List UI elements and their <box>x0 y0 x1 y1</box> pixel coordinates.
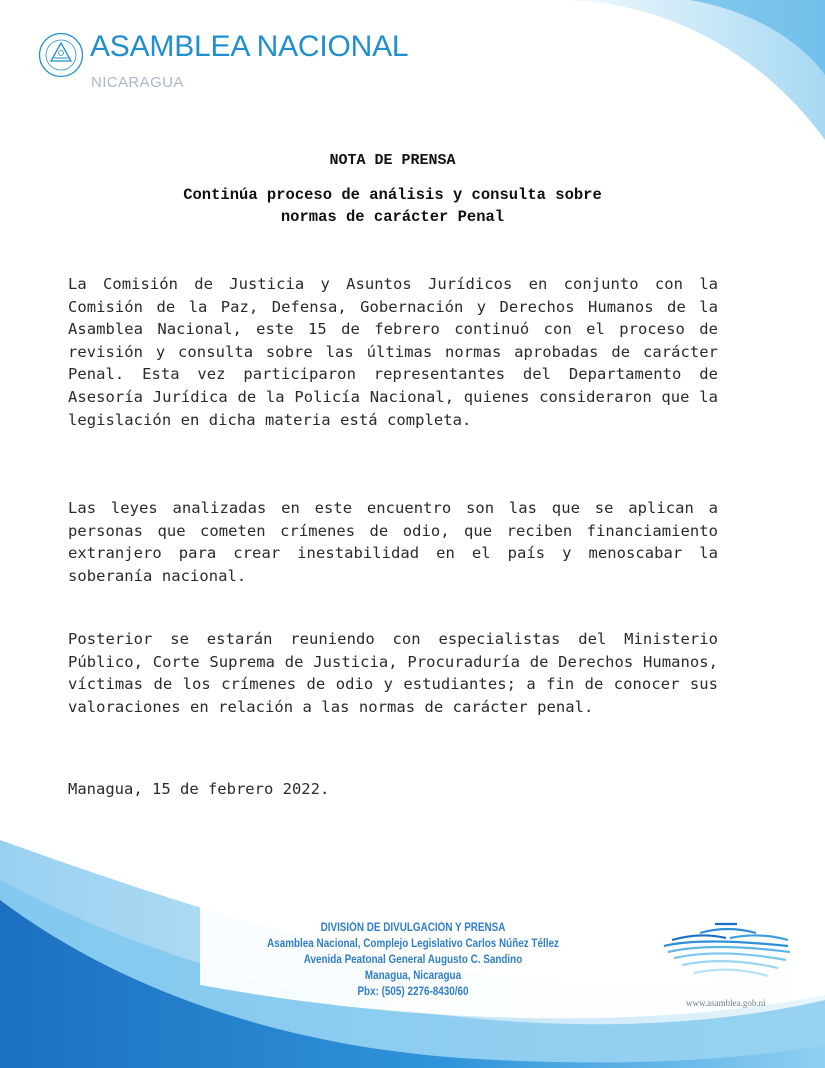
footer-address-complex: Asamblea Nacional, Complejo Legislativo Carlos Núñez Téllez <box>267 938 559 950</box>
footer-division: DIVISIÓN DE DIVULGACIÓN Y PRENSA <box>320 922 506 934</box>
footer-address-street: Avenida Peatonal General Augusto C. Sandino <box>303 954 523 966</box>
press-release-headline <box>100 184 685 228</box>
org-country: NICARAGUA <box>91 74 184 91</box>
headline-line-1: Continúa proceso de análisis y consulta sobre <box>183 186 602 204</box>
footer-phone: Pbx: (505) 2276-8430/60 <box>357 986 469 998</box>
dateline: Managua, 15 de febrero 2022. <box>68 780 330 798</box>
org-name: ASAMBLEA NACIONAL <box>90 30 409 63</box>
body-paragraph-3: Posterior se estarán reuniendo con especialistas del Ministerio Público, Corte Suprema de Justicia, Procuraduría de Derechos Humanos, víctimas de los crímenes de odio y estudiantes; a fin de conocer sus valoraciones en relación a las normas de carácter penal. <box>68 630 718 716</box>
footer-city: Managua, Nicaragua <box>364 970 462 982</box>
body-paragraph-2: Las leyes analizadas en este encuentro son las que se aplican a personas que cometen crímenes de odio, que reciben financiamiento extranjero para crear inestabilidad en el país y menoscabar la soberanía nacional. <box>68 499 718 585</box>
document-type-heading: NOTA DE PRENSA <box>329 152 456 169</box>
headline-line-2: normas de carácter Penal <box>280 208 505 226</box>
website-url: www.asamblea.gob.ni <box>686 998 766 1008</box>
body-paragraph-1: La Comisión de Justicia y Asuntos Jurídicos en conjunto con la Comisión de la Paz, Defensa, Gobernación y Derechos Humanos de la Asamblea Nacional, este 15 de febrero continuó con el proceso de revisión y consulta sobre las últimas normas aprobadas de carácter Penal. Esta vez participaron representantes del Departamento de Asesoría Jurídica de la Policía Nacional, quienes consideraron que la legislación en dicha materia está completa. <box>68 275 718 429</box>
parliament-arcs-logo <box>660 920 795 985</box>
footer-contact-block <box>264 920 562 1000</box>
nicaragua-coat-of-arms-seal <box>38 32 84 78</box>
